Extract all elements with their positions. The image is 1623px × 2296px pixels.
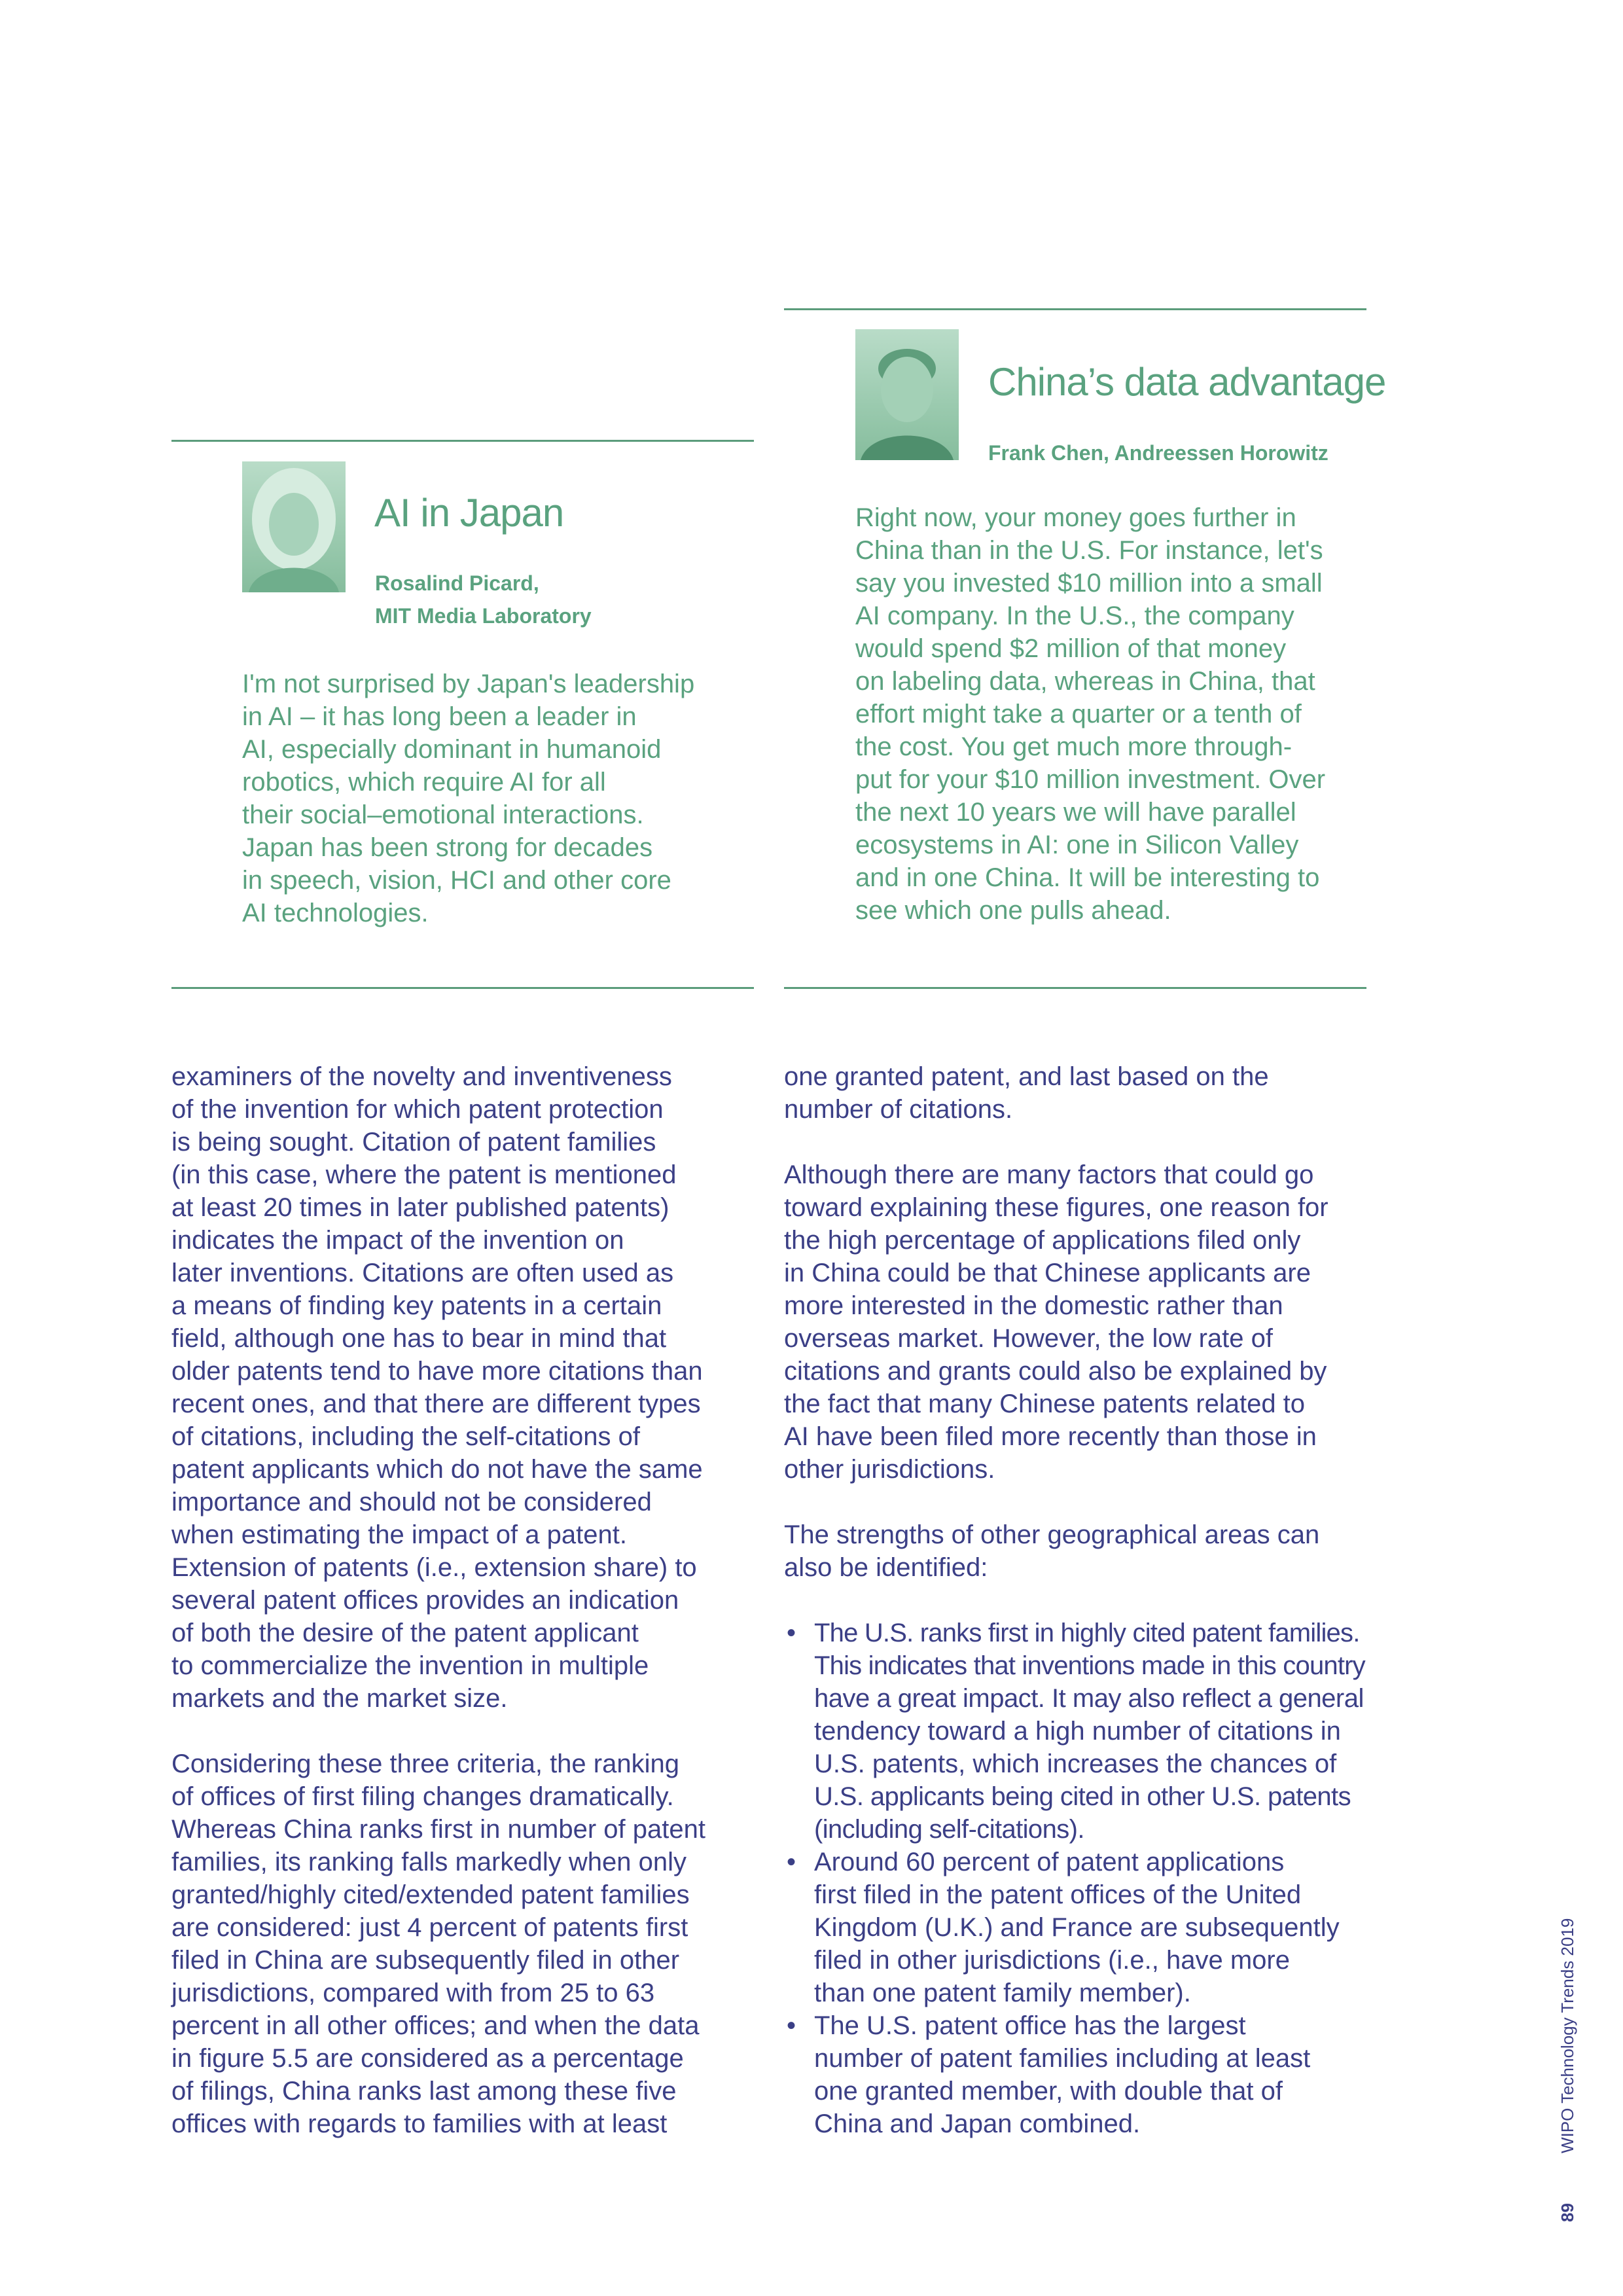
body-line: also be identified: — [784, 1553, 988, 1582]
bullet-dot-icon: • — [787, 1619, 796, 1647]
japan-box-bottom-rule — [171, 987, 754, 989]
portrait-icon — [242, 461, 346, 592]
body-line: jurisdictions, compared with from 25 to 63 — [171, 1979, 655, 2007]
bullet-line: filed in other jurisdictions (i.e., have more — [814, 1946, 1290, 1975]
body-line: of the invention for which patent protection — [171, 1095, 664, 1124]
quote-line: in AI – it has long been a leader in — [242, 702, 637, 731]
body-line: of offices of first filing changes dramatically. — [171, 1782, 674, 1811]
japan-box-title: AI in Japan — [374, 491, 564, 535]
body-line: one granted patent, and last based on the — [784, 1062, 1269, 1091]
quote-line: I'm not surprised by Japan's leadership — [242, 670, 695, 698]
body-line: examiners of the novelty and inventiveness — [171, 1062, 672, 1091]
quote-line: on labeling data, whereas in China, that — [855, 667, 1315, 696]
bullet-line: number of patent families including at least — [814, 2044, 1311, 2073]
strengths-bullet-list — [784, 1617, 1365, 2140]
bullet-line: The U.S. ranks first in highly cited patent families. — [814, 1619, 1360, 1647]
body-line: offices with regards to families with at least — [171, 2109, 668, 2138]
quote-line: AI, especially dominant in humanoid — [242, 735, 662, 764]
left-paragraph-1 — [171, 1060, 705, 1715]
bullet-line: one granted member, with double that of — [814, 2077, 1283, 2106]
body-line: when estimating the impact of a patent. — [171, 1520, 627, 1549]
right-paragraph-1 — [784, 1060, 1365, 1126]
japan-author-org: MIT Media Laboratory — [375, 604, 592, 628]
quote-line: Right now, your money goes further in — [855, 503, 1296, 532]
left-body-column — [171, 1060, 705, 2140]
frank-chen-photo — [855, 329, 959, 460]
body-line: Extension of patents (i.e., extension share) to — [171, 1553, 697, 1582]
china-author: Frank Chen, Andreessen Horowitz — [988, 441, 1329, 465]
quote-line: China than in the U.S. For instance, let's — [855, 536, 1323, 565]
quote-line: would spend $2 million of that money — [855, 634, 1287, 663]
body-line: several patent offices provides an indication — [171, 1586, 679, 1615]
quote-line: AI company. In the U.S., the company — [855, 601, 1294, 630]
bullet-item — [784, 2009, 1365, 2140]
body-line: older patents tend to have more citations than — [171, 1357, 703, 1386]
bullet-line: China and Japan combined. — [814, 2109, 1141, 2138]
body-line: of filings, China ranks last among these five — [171, 2077, 677, 2106]
bullet-item — [784, 1846, 1365, 2009]
body-line: a means of finding key patents in a certain — [171, 1291, 662, 1320]
china-box-title: China’s data advantage — [988, 360, 1386, 404]
body-line: later inventions. Citations are often used as — [171, 1259, 674, 1287]
body-line: number of citations. — [784, 1095, 1013, 1124]
body-line: importance and should not be considered — [171, 1488, 652, 1516]
body-line: of citations, including the self-citations of — [171, 1422, 640, 1451]
body-line: field, although one has to bear in mind that — [171, 1324, 667, 1353]
bullet-line: (including self-citations). — [814, 1815, 1084, 1844]
right-body-column — [784, 1060, 1365, 2140]
left-paragraph-2 — [171, 1748, 705, 2140]
right-paragraph-3 — [784, 1518, 1365, 1584]
quote-line: their social–emotional interactions. — [242, 800, 644, 829]
body-line: the fact that many Chinese patents related to — [784, 1390, 1306, 1418]
china-box-bottom-rule — [784, 987, 1366, 989]
quote-line: in speech, vision, HCI and other core — [242, 866, 671, 895]
body-line: of both the desire of the patent applicant — [171, 1619, 639, 1647]
quote-line: robotics, which require AI for all — [242, 768, 606, 797]
body-line: Considering these three criteria, the ranking — [171, 1749, 679, 1778]
body-line: in figure 5.5 are considered as a percentage — [171, 2044, 684, 2073]
quote-line: AI technologies. — [242, 899, 429, 927]
body-line: AI have been filed more recently than those in — [784, 1422, 1317, 1451]
quote-line: the next 10 years we will have parallel — [855, 798, 1296, 827]
bullet-item — [784, 1617, 1365, 1846]
quote-line: and in one China. It will be interesting to — [855, 863, 1320, 892]
rosalind-picard-photo — [242, 461, 346, 592]
quote-line: see which one pulls ahead. — [855, 896, 1171, 925]
right-paragraph-2 — [784, 1158, 1365, 1486]
body-line: at least 20 times in later published patents) — [171, 1193, 669, 1222]
body-line: overseas market. However, the low rate of — [784, 1324, 1273, 1353]
body-line: more interested in the domestic rather than — [784, 1291, 1283, 1320]
china-quote — [855, 501, 1325, 927]
body-line: families, its ranking falls markedly when only — [171, 1848, 687, 1876]
body-line: The strengths of other geographical areas can — [784, 1520, 1320, 1549]
quote-line: effort might take a quarter or a tenth of — [855, 700, 1302, 728]
bullet-line: U.S. applicants being cited in other U.S. patents — [814, 1782, 1351, 1811]
body-line: recent ones, and that there are different types — [171, 1390, 701, 1418]
body-line: (in this case, where the patent is mentioned — [171, 1160, 677, 1189]
bullet-line: Kingdom (U.K.) and France are subsequently — [814, 1913, 1340, 1942]
body-line: filed in China are subsequently filed in other — [171, 1946, 680, 1975]
bullet-line: This indicates that inventions made in this country — [814, 1651, 1365, 1680]
body-line: indicates the impact of the invention on — [171, 1226, 624, 1255]
bullet-line: U.S. patents, which increases the chances of — [814, 1749, 1337, 1778]
body-line: citations and grants could also be explained by — [784, 1357, 1327, 1386]
bullet-line: have a great impact. It may also reflect a general — [814, 1684, 1364, 1713]
bullet-line: The U.S. patent office has the largest — [814, 2011, 1246, 2040]
body-line: percent in all other offices; and when the data — [171, 2011, 700, 2040]
japan-author-name: Rosalind Picard, — [375, 571, 539, 595]
quote-line: the cost. You get much more through- — [855, 732, 1293, 761]
page-number: 89 — [1558, 2203, 1577, 2222]
japan-box-top-rule — [171, 440, 754, 442]
china-box-top-rule — [784, 308, 1366, 310]
body-line: granted/highly cited/extended patent families — [171, 1880, 690, 1909]
body-line: is being sought. Citation of patent families — [171, 1128, 656, 1157]
body-line: are considered: just 4 percent of patents first — [171, 1913, 688, 1942]
quote-line: put for your $10 million investment. Over — [855, 765, 1326, 794]
body-line: toward explaining these figures, one reason for — [784, 1193, 1329, 1222]
japan-quote — [242, 668, 694, 929]
bullet-line: Around 60 percent of patent applications — [814, 1848, 1285, 1876]
quote-line: say you invested $10 million into a small — [855, 569, 1323, 598]
bullet-line: tendency toward a high number of citations in — [814, 1717, 1341, 1746]
bullet-line: than one patent family member). — [814, 1979, 1191, 2007]
bullet-dot-icon: • — [787, 1848, 796, 1876]
bullet-line: first filed in the patent offices of the United — [814, 1880, 1302, 1909]
body-line: Whereas China ranks first in number of patent — [171, 1815, 705, 1844]
body-line: Although there are many factors that could go — [784, 1160, 1314, 1189]
portrait-icon — [855, 329, 959, 460]
publication-title: WIPO Technology Trends 2019 — [1558, 1918, 1577, 2153]
body-line: patent applicants which do not have the same — [171, 1455, 703, 1484]
bullet-dot-icon: • — [787, 2011, 796, 2040]
quote-line: Japan has been strong for decades — [242, 833, 653, 862]
body-line: the high percentage of applications filed only — [784, 1226, 1301, 1255]
body-line: markets and the market size. — [171, 1684, 508, 1713]
body-line: in China could be that Chinese applicants are — [784, 1259, 1311, 1287]
body-line: to commercialize the invention in multiple — [171, 1651, 649, 1680]
body-line: other jurisdictions. — [784, 1455, 995, 1484]
quote-line: ecosystems in AI: one in Silicon Valley — [855, 831, 1299, 859]
